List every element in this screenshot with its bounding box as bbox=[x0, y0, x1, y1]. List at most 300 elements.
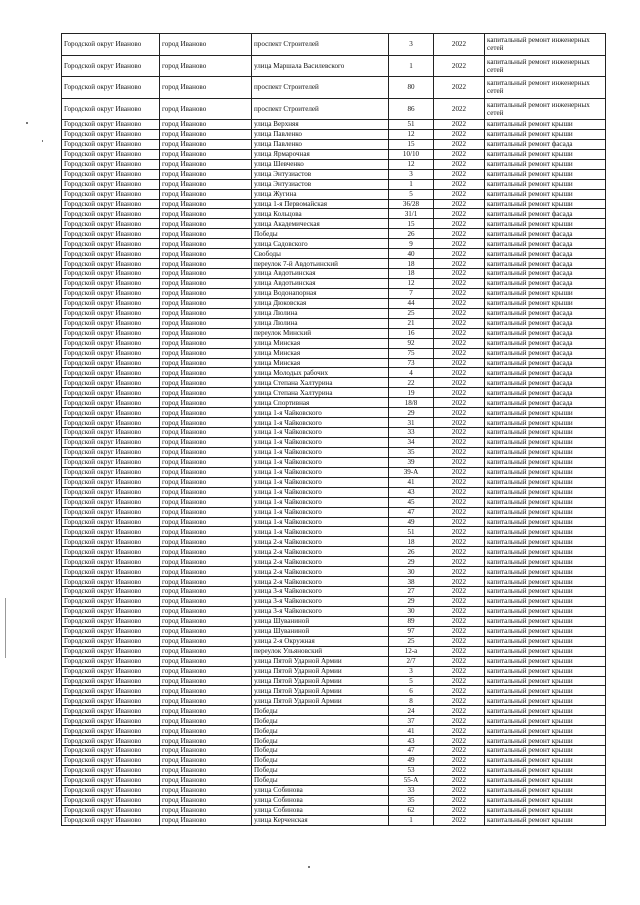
district-cell: Городской округ Иваново bbox=[62, 298, 160, 308]
city-cell: город Иваново bbox=[160, 348, 252, 358]
work-type-cell: капитальный ремонт крыши bbox=[485, 785, 606, 795]
city-cell: город Иваново bbox=[160, 597, 252, 607]
year-cell: 2022 bbox=[434, 159, 485, 169]
year-cell: 2022 bbox=[434, 805, 485, 815]
house-number-cell: 3 bbox=[389, 666, 434, 676]
table-row bbox=[62, 487, 606, 497]
street-cell: проспект Строителей bbox=[252, 77, 389, 99]
table-row bbox=[62, 656, 606, 666]
house-number-cell: 47 bbox=[389, 746, 434, 756]
repair-register-table bbox=[61, 33, 606, 826]
year-cell: 2022 bbox=[434, 120, 485, 130]
street-cell: Победы bbox=[252, 736, 389, 746]
table-row bbox=[62, 338, 606, 348]
city-cell: город Иваново bbox=[160, 159, 252, 169]
street-cell: улица 2-я Чайковского bbox=[252, 537, 389, 547]
street-cell: улица 1-я Чайковского bbox=[252, 507, 389, 517]
city-cell: город Иваново bbox=[160, 34, 252, 56]
city-cell: город Иваново bbox=[160, 795, 252, 805]
year-cell: 2022 bbox=[434, 606, 485, 616]
year-cell: 2022 bbox=[434, 398, 485, 408]
city-cell: город Иваново bbox=[160, 706, 252, 716]
city-cell: город Иваново bbox=[160, 378, 252, 388]
city-cell: город Иваново bbox=[160, 55, 252, 77]
work-type-cell: капитальный ремонт крыши bbox=[485, 746, 606, 756]
street-cell: Победы bbox=[252, 726, 389, 736]
city-cell: город Иваново bbox=[160, 527, 252, 537]
work-type-cell: капитальный ремонт крыши bbox=[485, 159, 606, 169]
year-cell: 2022 bbox=[434, 408, 485, 418]
street-cell: проспект Строителей bbox=[252, 34, 389, 56]
house-number-cell: 92 bbox=[389, 338, 434, 348]
city-cell: город Иваново bbox=[160, 587, 252, 597]
district-cell: Городской округ Иваново bbox=[62, 169, 160, 179]
year-cell: 2022 bbox=[434, 587, 485, 597]
work-type-cell: капитальный ремонт крыши bbox=[485, 120, 606, 130]
year-cell: 2022 bbox=[434, 169, 485, 179]
district-cell: Городской округ Иваново bbox=[62, 189, 160, 199]
street-cell: улица 2-я Чайковского bbox=[252, 557, 389, 567]
street-cell: улица Павленко bbox=[252, 129, 389, 139]
district-cell: Городской округ Иваново bbox=[62, 269, 160, 279]
street-cell: улица Академическая bbox=[252, 219, 389, 229]
street-cell: улица Энтузиастов bbox=[252, 169, 389, 179]
table-row bbox=[62, 288, 606, 298]
street-cell: улица 3-я Чайковского bbox=[252, 606, 389, 616]
street-cell: улица Авдотьинская bbox=[252, 279, 389, 289]
house-number-cell: 49 bbox=[389, 756, 434, 766]
work-type-cell: капитальный ремонт крыши bbox=[485, 457, 606, 467]
district-cell: Городской округ Иваново bbox=[62, 378, 160, 388]
year-cell: 2022 bbox=[434, 597, 485, 607]
table-row bbox=[62, 438, 606, 448]
district-cell: Городской округ Иваново bbox=[62, 726, 160, 736]
district-cell: Городской округ Иваново bbox=[62, 179, 160, 189]
house-number-cell: 38 bbox=[389, 577, 434, 587]
year-cell: 2022 bbox=[434, 34, 485, 56]
year-cell: 2022 bbox=[434, 507, 485, 517]
street-cell: улица Верхняя bbox=[252, 120, 389, 130]
district-cell: Городской округ Иваново bbox=[62, 249, 160, 259]
street-cell: улица Пятой Ударной Армии bbox=[252, 676, 389, 686]
house-number-cell: 37 bbox=[389, 716, 434, 726]
year-cell: 2022 bbox=[434, 497, 485, 507]
street-cell: переулок 7-й Авдотьинский bbox=[252, 259, 389, 269]
table-row bbox=[62, 567, 606, 577]
table-row bbox=[62, 577, 606, 587]
city-cell: город Иваново bbox=[160, 497, 252, 507]
house-number-cell: 41 bbox=[389, 477, 434, 487]
table-row bbox=[62, 716, 606, 726]
district-cell: Городской округ Иваново bbox=[62, 418, 160, 428]
city-cell: город Иваново bbox=[160, 487, 252, 497]
street-cell: Победы bbox=[252, 765, 389, 775]
work-type-cell: капитальный ремонт фасада bbox=[485, 279, 606, 289]
table-row bbox=[62, 785, 606, 795]
house-number-cell: 31 bbox=[389, 418, 434, 428]
table-row bbox=[62, 497, 606, 507]
city-cell: город Иваново bbox=[160, 259, 252, 269]
city-cell: город Иваново bbox=[160, 785, 252, 795]
city-cell: город Иваново bbox=[160, 368, 252, 378]
year-cell: 2022 bbox=[434, 98, 485, 120]
street-cell: улица Собинова bbox=[252, 785, 389, 795]
district-cell: Городской округ Иваново bbox=[62, 547, 160, 557]
house-number-cell: 6 bbox=[389, 686, 434, 696]
house-number-cell: 12-а bbox=[389, 646, 434, 656]
year-cell: 2022 bbox=[434, 795, 485, 805]
year-cell: 2022 bbox=[434, 388, 485, 398]
house-number-cell: 35 bbox=[389, 795, 434, 805]
work-type-cell: капитальный ремонт фасада bbox=[485, 229, 606, 239]
city-cell: город Иваново bbox=[160, 636, 252, 646]
street-cell: улица 1-я Первомайская bbox=[252, 199, 389, 209]
house-number-cell: 8 bbox=[389, 696, 434, 706]
street-cell: улица Молодых рабочих bbox=[252, 368, 389, 378]
house-number-cell: 30 bbox=[389, 606, 434, 616]
work-type-cell: капитальный ремонт крыши bbox=[485, 706, 606, 716]
street-cell: улица 2-я Чайковского bbox=[252, 577, 389, 587]
city-cell: город Иваново bbox=[160, 646, 252, 656]
table-row bbox=[62, 606, 606, 616]
work-type-cell: капитальный ремонт крыши bbox=[485, 716, 606, 726]
table-row bbox=[62, 666, 606, 676]
table-row bbox=[62, 388, 606, 398]
table-row bbox=[62, 765, 606, 775]
street-cell: улица 1-я Чайковского bbox=[252, 517, 389, 527]
work-type-cell: капитальный ремонт крыши bbox=[485, 587, 606, 597]
street-cell: улица Собинова bbox=[252, 805, 389, 815]
work-type-cell: капитальный ремонт крыши bbox=[485, 487, 606, 497]
year-cell: 2022 bbox=[434, 527, 485, 537]
district-cell: Городской округ Иваново bbox=[62, 149, 160, 159]
table-row bbox=[62, 378, 606, 388]
year-cell: 2022 bbox=[434, 656, 485, 666]
district-cell: Городской округ Иваново bbox=[62, 686, 160, 696]
table-row bbox=[62, 805, 606, 815]
street-cell: Победы bbox=[252, 756, 389, 766]
street-cell: улица 1-я Чайковского bbox=[252, 467, 389, 477]
street-cell: улица 2-я Чайковского bbox=[252, 547, 389, 557]
city-cell: город Иваново bbox=[160, 418, 252, 428]
street-cell: улица 1-я Чайковского bbox=[252, 497, 389, 507]
year-cell: 2022 bbox=[434, 646, 485, 656]
city-cell: город Иваново bbox=[160, 567, 252, 577]
city-cell: город Иваново bbox=[160, 189, 252, 199]
street-cell: улица Жугина bbox=[252, 189, 389, 199]
year-cell: 2022 bbox=[434, 338, 485, 348]
house-number-cell: 53 bbox=[389, 765, 434, 775]
year-cell: 2022 bbox=[434, 129, 485, 139]
house-number-cell: 62 bbox=[389, 805, 434, 815]
house-number-cell: 19 bbox=[389, 388, 434, 398]
city-cell: город Иваново bbox=[160, 547, 252, 557]
street-cell: переулок Ульяновский bbox=[252, 646, 389, 656]
district-cell: Городской округ Иваново bbox=[62, 457, 160, 467]
year-cell: 2022 bbox=[434, 229, 485, 239]
year-cell: 2022 bbox=[434, 666, 485, 676]
year-cell: 2022 bbox=[434, 428, 485, 438]
district-cell: Городской округ Иваново bbox=[62, 765, 160, 775]
year-cell: 2022 bbox=[434, 328, 485, 338]
district-cell: Городской округ Иваново bbox=[62, 487, 160, 497]
table-row bbox=[62, 189, 606, 199]
city-cell: город Иваново bbox=[160, 815, 252, 825]
house-number-cell: 55-А bbox=[389, 775, 434, 785]
table-row bbox=[62, 706, 606, 716]
street-cell: улица 3-я Чайковского bbox=[252, 597, 389, 607]
district-cell: Городской округ Иваново bbox=[62, 696, 160, 706]
house-number-cell: 44 bbox=[389, 298, 434, 308]
year-cell: 2022 bbox=[434, 567, 485, 577]
city-cell: город Иваново bbox=[160, 775, 252, 785]
street-cell: улица 1-я Чайковского bbox=[252, 438, 389, 448]
work-type-cell: капитальный ремонт фасада bbox=[485, 348, 606, 358]
table-row bbox=[62, 55, 606, 77]
work-type-cell: капитальный ремонт крыши bbox=[485, 129, 606, 139]
district-cell: Городской округ Иваново bbox=[62, 398, 160, 408]
city-cell: город Иваново bbox=[160, 120, 252, 130]
city-cell: город Иваново bbox=[160, 209, 252, 219]
city-cell: город Иваново bbox=[160, 129, 252, 139]
year-cell: 2022 bbox=[434, 288, 485, 298]
city-cell: город Иваново bbox=[160, 676, 252, 686]
house-number-cell: 15 bbox=[389, 139, 434, 149]
house-number-cell: 25 bbox=[389, 308, 434, 318]
work-type-cell: капитальный ремонт крыши bbox=[485, 467, 606, 477]
year-cell: 2022 bbox=[434, 348, 485, 358]
year-cell: 2022 bbox=[434, 318, 485, 328]
district-cell: Городской округ Иваново bbox=[62, 408, 160, 418]
table-body bbox=[62, 34, 606, 826]
district-cell: Городской округ Иваново bbox=[62, 646, 160, 656]
house-number-cell: 30 bbox=[389, 567, 434, 577]
street-cell: улица Пятой Ударной Армии bbox=[252, 696, 389, 706]
district-cell: Городской округ Иваново bbox=[62, 159, 160, 169]
house-number-cell: 18 bbox=[389, 269, 434, 279]
street-cell: улица 1-я Чайковского bbox=[252, 447, 389, 457]
scan-edge-line bbox=[5, 598, 6, 658]
street-cell: улица 1-я Чайковского bbox=[252, 457, 389, 467]
year-cell: 2022 bbox=[434, 457, 485, 467]
year-cell: 2022 bbox=[434, 517, 485, 527]
work-type-cell: капитальный ремонт крыши bbox=[485, 149, 606, 159]
table-row bbox=[62, 626, 606, 636]
street-cell: Победы bbox=[252, 716, 389, 726]
work-type-cell: капитальный ремонт фасада bbox=[485, 249, 606, 259]
city-cell: город Иваново bbox=[160, 726, 252, 736]
district-cell: Городской округ Иваново bbox=[62, 279, 160, 289]
house-number-cell: 89 bbox=[389, 616, 434, 626]
street-cell: улица Шевченко bbox=[252, 159, 389, 169]
table-row bbox=[62, 646, 606, 656]
work-type-cell: капитальный ремонт крыши bbox=[485, 765, 606, 775]
street-cell: Победы bbox=[252, 229, 389, 239]
city-cell: город Иваново bbox=[160, 577, 252, 587]
work-type-cell: капитальный ремонт фасада bbox=[485, 239, 606, 249]
district-cell: Городской округ Иваново bbox=[62, 805, 160, 815]
house-number-cell: 27 bbox=[389, 587, 434, 597]
house-number-cell: 24 bbox=[389, 706, 434, 716]
district-cell: Городской округ Иваново bbox=[62, 756, 160, 766]
city-cell: город Иваново bbox=[160, 408, 252, 418]
street-cell: улица Люлина bbox=[252, 318, 389, 328]
table-row bbox=[62, 418, 606, 428]
year-cell: 2022 bbox=[434, 269, 485, 279]
city-cell: город Иваново bbox=[160, 537, 252, 547]
street-cell: улица 1-я Чайковского bbox=[252, 418, 389, 428]
district-cell: Городской округ Иваново bbox=[62, 606, 160, 616]
work-type-cell: капитальный ремонт крыши bbox=[485, 288, 606, 298]
street-cell: улица Энтузиастов bbox=[252, 179, 389, 189]
work-type-cell: капитальный ремонт крыши bbox=[485, 497, 606, 507]
street-cell: улица Керченская bbox=[252, 815, 389, 825]
work-type-cell: капитальный ремонт крыши bbox=[485, 676, 606, 686]
year-cell: 2022 bbox=[434, 696, 485, 706]
house-number-cell: 29 bbox=[389, 557, 434, 567]
district-cell: Городской округ Иваново bbox=[62, 597, 160, 607]
year-cell: 2022 bbox=[434, 487, 485, 497]
year-cell: 2022 bbox=[434, 209, 485, 219]
house-number-cell: 16 bbox=[389, 328, 434, 338]
table-row bbox=[62, 129, 606, 139]
table-row bbox=[62, 328, 606, 338]
city-cell: город Иваново bbox=[160, 477, 252, 487]
work-type-cell: капитальный ремонт крыши bbox=[485, 517, 606, 527]
street-cell: улица 1-я Чайковского bbox=[252, 487, 389, 497]
city-cell: город Иваново bbox=[160, 77, 252, 99]
house-number-cell: 80 bbox=[389, 77, 434, 99]
city-cell: город Иваново bbox=[160, 428, 252, 438]
house-number-cell: 51 bbox=[389, 120, 434, 130]
house-number-cell: 18/8 bbox=[389, 398, 434, 408]
table-row bbox=[62, 159, 606, 169]
year-cell: 2022 bbox=[434, 616, 485, 626]
city-cell: город Иваново bbox=[160, 298, 252, 308]
work-type-cell: капитальный ремонт крыши bbox=[485, 408, 606, 418]
house-number-cell: 9 bbox=[389, 239, 434, 249]
table-row bbox=[62, 636, 606, 646]
year-cell: 2022 bbox=[434, 716, 485, 726]
street-cell: улица Пятой Ударной Армии bbox=[252, 686, 389, 696]
city-cell: город Иваново bbox=[160, 746, 252, 756]
year-cell: 2022 bbox=[434, 139, 485, 149]
district-cell: Городской округ Иваново bbox=[62, 338, 160, 348]
city-cell: город Иваново bbox=[160, 229, 252, 239]
year-cell: 2022 bbox=[434, 746, 485, 756]
district-cell: Городской округ Иваново bbox=[62, 467, 160, 477]
district-cell: Городской округ Иваново bbox=[62, 587, 160, 597]
table-row bbox=[62, 775, 606, 785]
house-number-cell: 5 bbox=[389, 189, 434, 199]
house-number-cell: 1 bbox=[389, 179, 434, 189]
house-number-cell: 33 bbox=[389, 785, 434, 795]
year-cell: 2022 bbox=[434, 199, 485, 209]
house-number-cell: 12 bbox=[389, 129, 434, 139]
year-cell: 2022 bbox=[434, 179, 485, 189]
year-cell: 2022 bbox=[434, 279, 485, 289]
city-cell: город Иваново bbox=[160, 517, 252, 527]
year-cell: 2022 bbox=[434, 557, 485, 567]
district-cell: Городской округ Иваново bbox=[62, 795, 160, 805]
table-row bbox=[62, 318, 606, 328]
house-number-cell: 5 bbox=[389, 676, 434, 686]
house-number-cell: 40 bbox=[389, 249, 434, 259]
house-number-cell: 73 bbox=[389, 358, 434, 368]
city-cell: город Иваново bbox=[160, 249, 252, 259]
house-number-cell: 18 bbox=[389, 537, 434, 547]
district-cell: Городской округ Иваново bbox=[62, 577, 160, 587]
table-row bbox=[62, 517, 606, 527]
district-cell: Городской округ Иваново bbox=[62, 229, 160, 239]
year-cell: 2022 bbox=[434, 537, 485, 547]
district-cell: Городской округ Иваново bbox=[62, 348, 160, 358]
work-type-cell: капитальный ремонт крыши bbox=[485, 447, 606, 457]
city-cell: город Иваново bbox=[160, 219, 252, 229]
year-cell: 2022 bbox=[434, 706, 485, 716]
district-cell: Городской округ Иваново bbox=[62, 497, 160, 507]
year-cell: 2022 bbox=[434, 686, 485, 696]
table-row bbox=[62, 298, 606, 308]
table-row bbox=[62, 696, 606, 706]
house-number-cell: 49 bbox=[389, 517, 434, 527]
district-cell: Городской округ Иваново bbox=[62, 517, 160, 527]
work-type-cell: капитальный ремонт крыши bbox=[485, 626, 606, 636]
district-cell: Городской округ Иваново bbox=[62, 77, 160, 99]
house-number-cell: 29 bbox=[389, 597, 434, 607]
district-cell: Городской округ Иваново bbox=[62, 129, 160, 139]
district-cell: Городской округ Иваново bbox=[62, 438, 160, 448]
city-cell: город Иваново bbox=[160, 467, 252, 477]
year-cell: 2022 bbox=[434, 577, 485, 587]
city-cell: город Иваново bbox=[160, 239, 252, 249]
table-row bbox=[62, 547, 606, 557]
house-number-cell: 15 bbox=[389, 219, 434, 229]
house-number-cell: 2/7 bbox=[389, 656, 434, 666]
street-cell: улица Ярмарочная bbox=[252, 149, 389, 159]
street-cell: улица Спортивная bbox=[252, 398, 389, 408]
district-cell: Городской округ Иваново bbox=[62, 388, 160, 398]
table-row bbox=[62, 269, 606, 279]
street-cell: улица Авдотьинская bbox=[252, 269, 389, 279]
year-cell: 2022 bbox=[434, 447, 485, 457]
street-cell: проспект Строителей bbox=[252, 98, 389, 120]
city-cell: город Иваново bbox=[160, 457, 252, 467]
city-cell: город Иваново bbox=[160, 507, 252, 517]
year-cell: 2022 bbox=[434, 438, 485, 448]
work-type-cell: капитальный ремонт инженерных сетей bbox=[485, 77, 606, 99]
house-number-cell: 97 bbox=[389, 626, 434, 636]
city-cell: город Иваново bbox=[160, 398, 252, 408]
table-row bbox=[62, 507, 606, 517]
table-row bbox=[62, 447, 606, 457]
district-cell: Городской округ Иваново bbox=[62, 785, 160, 795]
work-type-cell: капитальный ремонт крыши bbox=[485, 616, 606, 626]
year-cell: 2022 bbox=[434, 726, 485, 736]
year-cell: 2022 bbox=[434, 815, 485, 825]
table-row bbox=[62, 676, 606, 686]
city-cell: город Иваново bbox=[160, 716, 252, 726]
table-row bbox=[62, 149, 606, 159]
work-type-cell: капитальный ремонт крыши bbox=[485, 507, 606, 517]
work-type-cell: капитальный ремонт крыши bbox=[485, 815, 606, 825]
house-number-cell: 26 bbox=[389, 229, 434, 239]
house-number-cell: 1 bbox=[389, 55, 434, 77]
scan-speck bbox=[42, 140, 43, 142]
city-cell: город Иваново bbox=[160, 149, 252, 159]
table-row bbox=[62, 527, 606, 537]
district-cell: Городской округ Иваново bbox=[62, 557, 160, 567]
